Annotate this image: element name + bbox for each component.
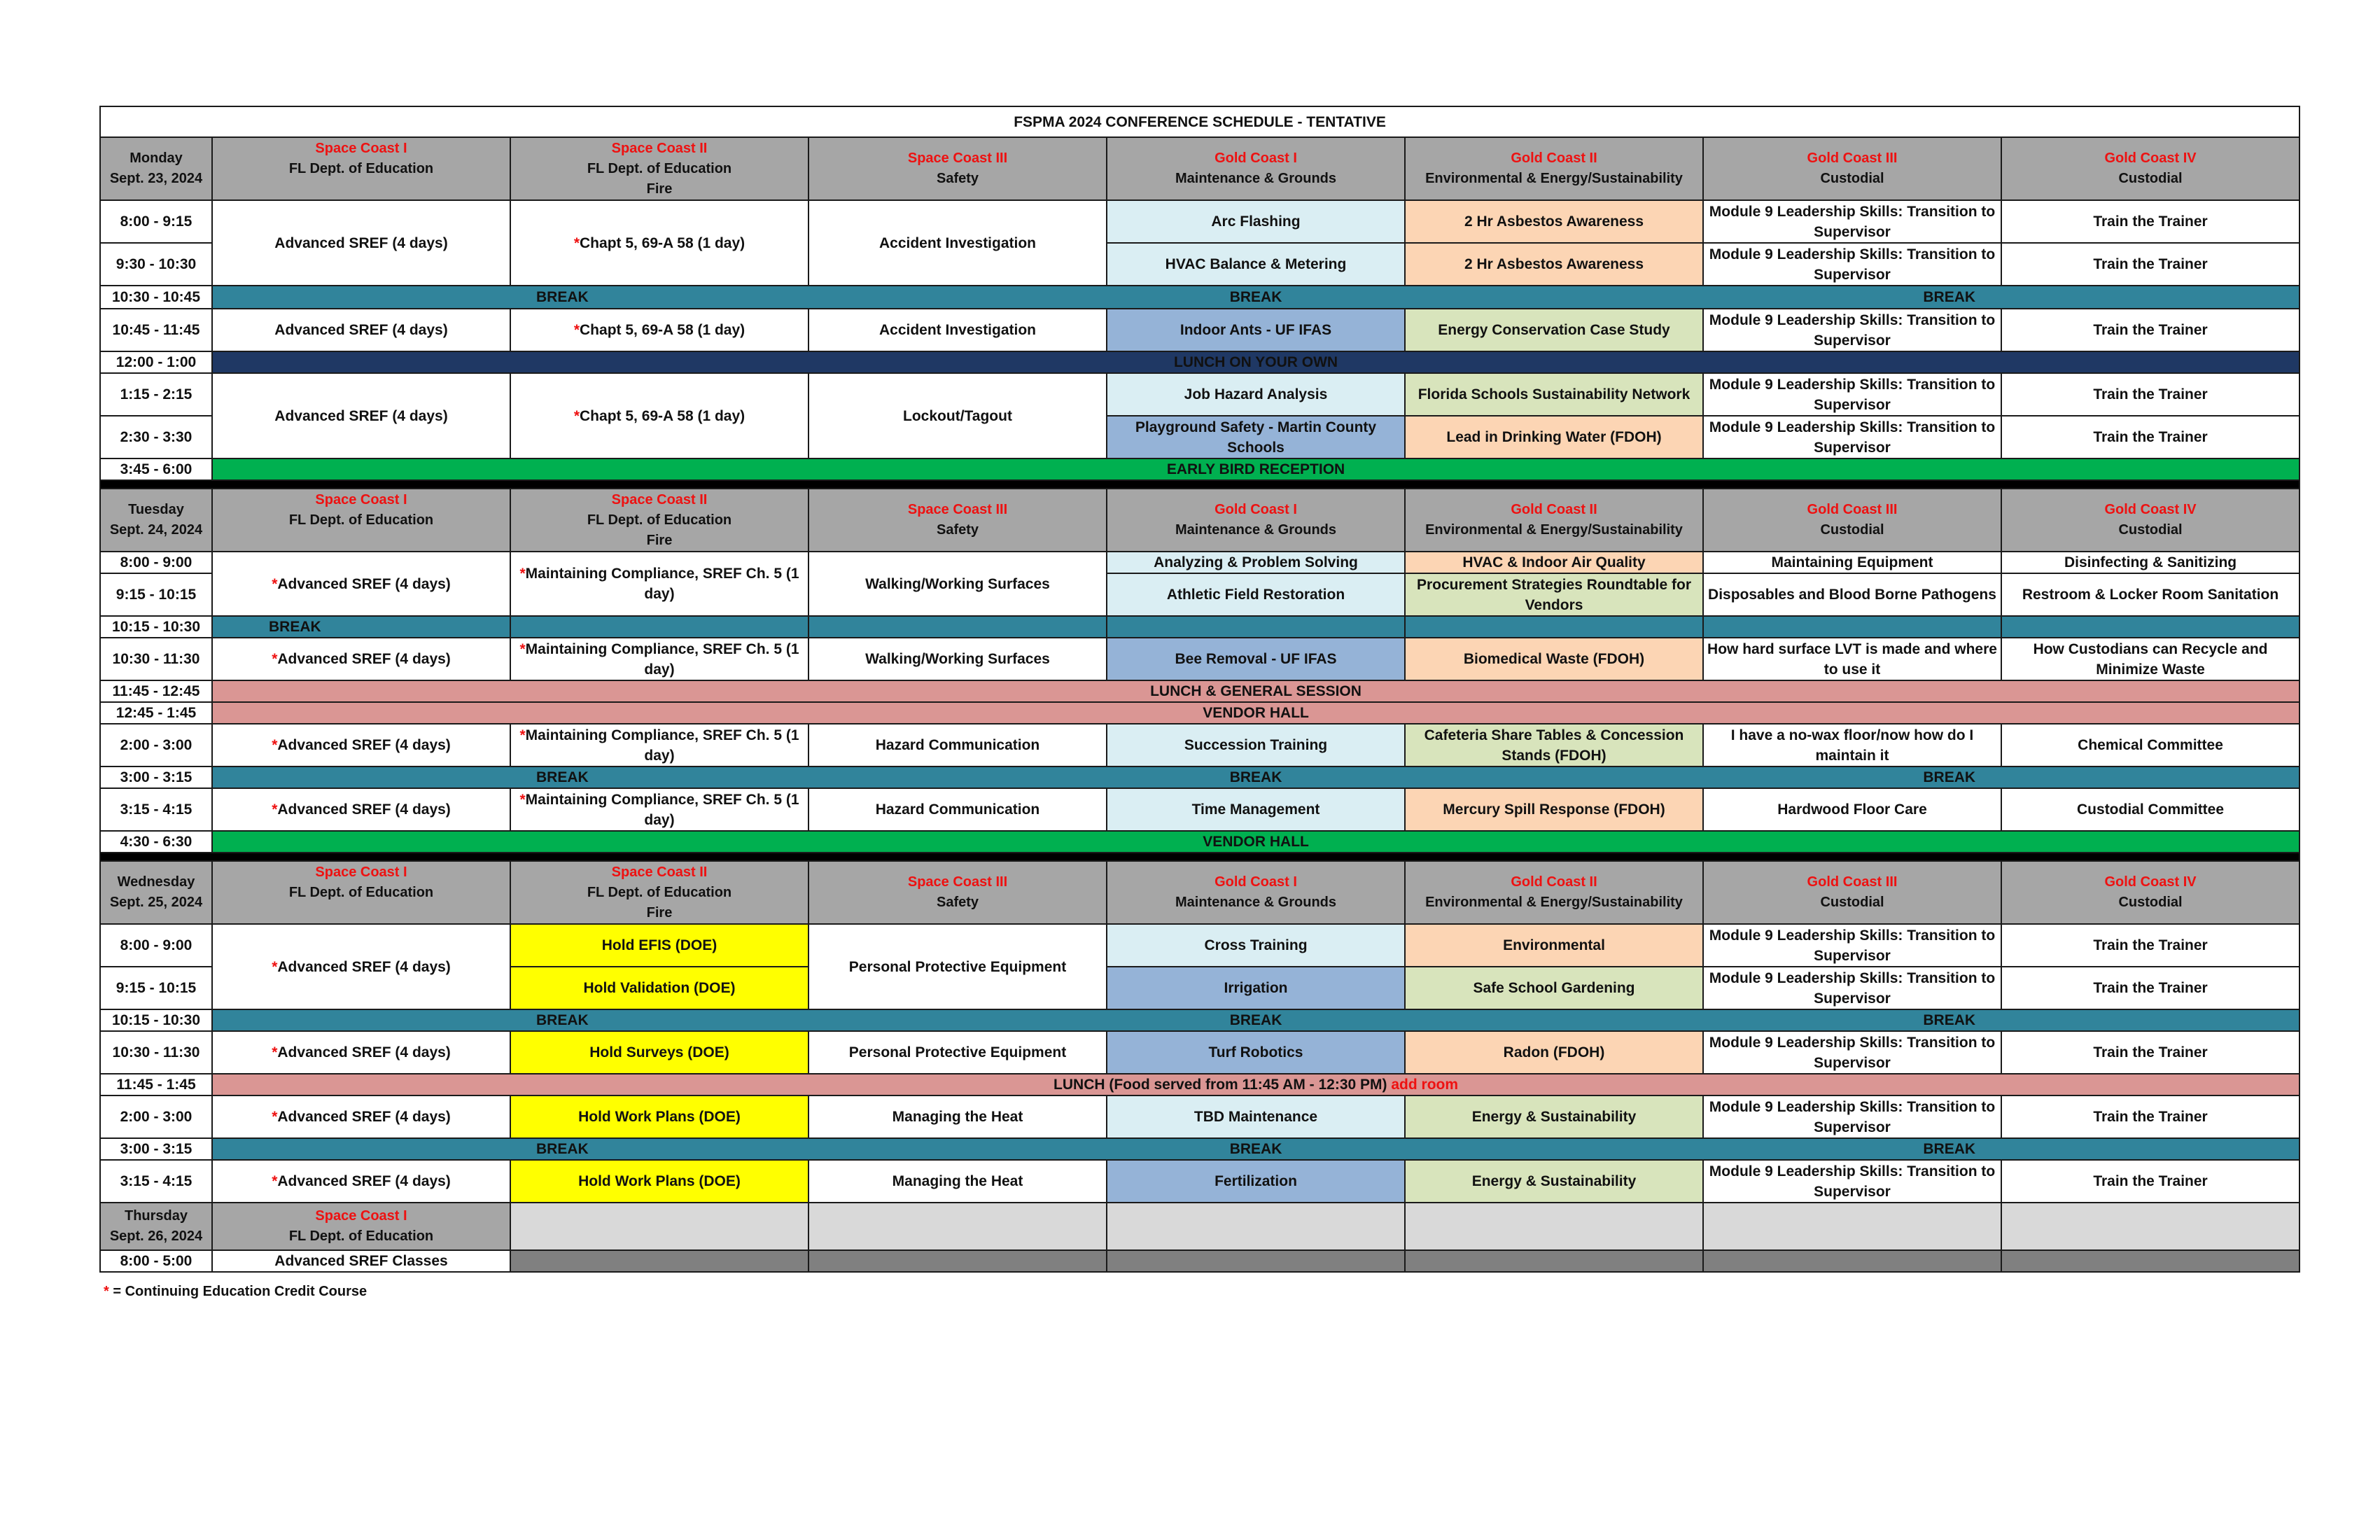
session-cell: Train the Trainer	[2001, 373, 2300, 416]
session-cell: *Advanced SREF (4 days)	[212, 1096, 510, 1138]
session-cell: *Advanced SREF (4 days)	[212, 924, 510, 1009]
table-row	[100, 724, 2300, 766]
session-cell: Hold EFIS (DOE)	[510, 924, 808, 967]
table-row	[100, 924, 2300, 967]
footnote: * = Continuing Education Credit Course	[104, 1284, 368, 1299]
session-cell: Cross Training	[1107, 924, 1405, 967]
break-row	[100, 616, 2300, 638]
table-row	[100, 373, 2300, 416]
time-cell: 11:45 - 12:45	[100, 680, 212, 702]
credit-star: *	[272, 1044, 278, 1060]
session-cell: Job Hazard Analysis	[1107, 373, 1405, 416]
session-cell: Energy Conservation Case Study	[1405, 309, 1703, 351]
room-header-gc3: Gold Coast III Custodial	[1703, 489, 2001, 552]
session-cell: Advanced SREF (4 days)	[212, 200, 510, 286]
time-cell: 10:30 - 11:30	[100, 638, 212, 680]
session-cell: Hold Work Plans (DOE)	[510, 1160, 808, 1203]
break-bar: BREAK BREAK BREAK	[212, 1138, 2300, 1160]
session-cell: Safe School Gardening	[1405, 967, 1703, 1009]
session-cell: Train the Trainer	[2001, 1160, 2300, 1203]
room-header-gc4: Gold Coast IV Custodial	[2001, 489, 2300, 552]
session-cell: Irrigation	[1107, 967, 1405, 1009]
time-cell: 3:45 - 6:00	[100, 458, 212, 480]
time-cell: 1:15 - 2:15	[100, 373, 212, 416]
room-header-gc3: Gold Coast III Custodial	[1703, 861, 2001, 924]
time-cell: 3:00 - 3:15	[100, 766, 212, 788]
time-cell: 10:15 - 10:30	[100, 616, 212, 638]
time-cell: 3:00 - 3:15	[100, 1138, 212, 1160]
room-header-gc4: Gold Coast IV Custodial	[2001, 861, 2300, 924]
credit-star: *	[573, 322, 580, 338]
time-cell: 2:00 - 3:00	[100, 1096, 212, 1138]
session-cell: Module 9 Leadership Skills: Transition to Supervisor	[1703, 309, 2001, 351]
day-label: Thursday Sept. 26, 2024	[100, 1203, 212, 1250]
session-cell: Advanced SREF (4 days)	[212, 373, 510, 458]
room-header-sc1: Space Coast I FL Dept. of Education	[212, 489, 510, 552]
time-cell: 9:15 - 10:15	[100, 573, 212, 616]
credit-star: *	[573, 234, 580, 251]
time-cell: 2:30 - 3:30	[100, 416, 212, 458]
session-cell: Train the Trainer	[2001, 924, 2300, 967]
time-cell: 8:00 - 9:00	[100, 552, 212, 573]
schedule-sheet	[99, 106, 2299, 1282]
lunch-row	[100, 1074, 2300, 1096]
early-bird-bar: EARLY BIRD RECEPTION	[212, 458, 2300, 480]
session-cell: Module 9 Leadership Skills: Transition to Supervisor	[1703, 243, 2001, 286]
session-cell: How Custodians can Recycle and Minimize Waste	[2001, 638, 2300, 680]
day-header-row	[100, 137, 2300, 200]
time-cell: 10:45 - 11:45	[100, 309, 212, 351]
session-cell: *Chapt 5, 69-A 58 (1 day)	[510, 309, 808, 351]
session-cell: Playground Safety - Martin County Schools	[1107, 416, 1405, 458]
session-cell: Personal Protective Equipment	[808, 1031, 1107, 1074]
session-cell: Advanced SREF Classes	[212, 1250, 510, 1272]
time-cell: 10:30 - 11:30	[100, 1031, 212, 1074]
add-room-note: add room	[1391, 1077, 1459, 1093]
break-bar: BREAK BREAK BREAK	[212, 766, 2300, 788]
session-cell: 2 Hr Asbestos Awareness	[1405, 200, 1703, 243]
vendor-row	[100, 831, 2300, 853]
room-header-gc2: Gold Coast II Environmental & Energy/Sustainability	[1405, 137, 1703, 200]
day-label: Monday Sept. 23, 2024	[100, 137, 212, 200]
room-header-gc1: Gold Coast I Maintenance & Grounds	[1107, 489, 1405, 552]
session-cell: Indoor Ants - UF IFAS	[1107, 309, 1405, 351]
time-cell: 11:45 - 1:45	[100, 1074, 212, 1096]
session-cell: Managing the Heat	[808, 1096, 1107, 1138]
session-cell: Lead in Drinking Water (FDOH)	[1405, 416, 1703, 458]
session-cell: *Advanced SREF (4 days)	[212, 1160, 510, 1203]
session-cell: Mercury Spill Response (FDOH)	[1405, 788, 1703, 831]
credit-star: *	[519, 640, 526, 657]
time-cell: 3:15 - 4:15	[100, 1160, 212, 1203]
room-header-sc3: Space Coast III Safety	[808, 137, 1107, 200]
session-cell: Train the Trainer	[2001, 416, 2300, 458]
session-cell: *Maintaining Compliance, SREF Ch. 5 (1 day)	[510, 638, 808, 680]
session-cell: *Advanced SREF (4 days)	[212, 724, 510, 766]
credit-star: *	[104, 1284, 109, 1299]
vendor-hall-bar: VENDOR HALL	[212, 702, 2300, 724]
time-cell: 8:00 - 5:00	[100, 1250, 212, 1272]
room-header-gc1: Gold Coast I Maintenance & Grounds	[1107, 137, 1405, 200]
session-cell: Module 9 Leadership Skills: Transition to Supervisor	[1703, 1031, 2001, 1074]
room-header-gc1: Gold Coast I Maintenance & Grounds	[1107, 861, 1405, 924]
credit-star: *	[519, 791, 526, 808]
room-header-sc2: Space Coast II FL Dept. of Education Fire	[510, 489, 808, 552]
session-cell: Train the Trainer	[2001, 243, 2300, 286]
table-row	[100, 1031, 2300, 1074]
room-header-sc2: Space Coast II FL Dept. of Education Fire	[510, 137, 808, 200]
page-title: FSPMA 2024 CONFERENCE SCHEDULE - TENTATIVE	[100, 106, 2300, 137]
session-cell: *Advanced SREF (4 days)	[212, 552, 510, 616]
session-cell: *Chapt 5, 69-A 58 (1 day)	[510, 373, 808, 458]
session-cell: *Advanced SREF (4 days)	[212, 788, 510, 831]
credit-star: *	[272, 575, 278, 592]
session-cell: Athletic Field Restoration	[1107, 573, 1405, 616]
time-cell: 3:15 - 4:15	[100, 788, 212, 831]
session-cell: Hardwood Floor Care	[1703, 788, 2001, 831]
table-row	[100, 638, 2300, 680]
session-cell: Train the Trainer	[2001, 200, 2300, 243]
time-cell: 8:00 - 9:15	[100, 200, 212, 243]
room-header-gc4: Gold Coast IV Custodial	[2001, 137, 2300, 200]
time-cell: 10:15 - 10:30	[100, 1009, 212, 1031]
day-header-row	[100, 861, 2300, 924]
room-header-sc1: Space Coast I FL Dept. of Education	[212, 137, 510, 200]
session-cell: Personal Protective Equipment	[808, 924, 1107, 1009]
session-cell: *Advanced SREF (4 days)	[212, 1031, 510, 1074]
table-row	[100, 552, 2300, 573]
credit-star: *	[272, 651, 278, 667]
session-cell: Managing the Heat	[808, 1160, 1107, 1203]
session-cell: Hold Surveys (DOE)	[510, 1031, 808, 1074]
session-cell: 2 Hr Asbestos Awareness	[1405, 243, 1703, 286]
day-header-row	[100, 1203, 2300, 1250]
session-cell: Advanced SREF (4 days)	[212, 309, 510, 351]
credit-star: *	[519, 566, 526, 582]
day-label: Wednesday Sept. 25, 2024	[100, 861, 212, 924]
session-cell: Energy & Sustainability	[1405, 1096, 1703, 1138]
lunch-bar: LUNCH & GENERAL SESSION	[212, 680, 2300, 702]
break-bar: BREAK	[212, 616, 510, 638]
day-header-row	[100, 489, 2300, 552]
session-cell: Procurement Strategies Roundtable for Vendors	[1405, 573, 1703, 616]
session-cell: Walking/Working Surfaces	[808, 552, 1107, 616]
time-cell: 2:00 - 3:00	[100, 724, 212, 766]
room-header-sc1: Space Coast I FL Dept. of Education	[212, 861, 510, 924]
session-cell: Module 9 Leadership Skills: Transition to Supervisor	[1703, 924, 2001, 967]
credit-star: *	[272, 1173, 278, 1189]
session-cell: I have a no-wax floor/now how do I maintain it	[1703, 724, 2001, 766]
lunch-bar: LUNCH ON YOUR OWN	[212, 351, 2300, 373]
room-header-sc3: Space Coast III Safety	[808, 861, 1107, 924]
session-cell: Succession Training	[1107, 724, 1405, 766]
room-header-gc2: Gold Coast II Environmental & Energy/Sustainability	[1405, 489, 1703, 552]
room-header-sc3: Space Coast III Safety	[808, 489, 1107, 552]
time-cell: 12:00 - 1:00	[100, 351, 212, 373]
vendor-hall-bar: VENDOR HALL	[212, 831, 2300, 853]
credit-star: *	[272, 958, 278, 975]
session-cell: Hold Validation (DOE)	[510, 967, 808, 1009]
session-cell: Lockout/Tagout	[808, 373, 1107, 458]
table-row	[100, 1160, 2300, 1203]
session-cell: Restroom & Locker Room Sanitation	[2001, 573, 2300, 616]
vendor-row	[100, 702, 2300, 724]
session-cell: Module 9 Leadership Skills: Transition to Supervisor	[1703, 200, 2001, 243]
session-cell: *Maintaining Compliance, SREF Ch. 5 (1 day)	[510, 788, 808, 831]
session-cell: Biomedical Waste (FDOH)	[1405, 638, 1703, 680]
time-cell: 8:00 - 9:00	[100, 924, 212, 967]
time-cell: 10:30 - 10:45	[100, 286, 212, 309]
session-cell: Module 9 Leadership Skills: Transition to Supervisor	[1703, 373, 2001, 416]
session-cell: Turf Robotics	[1107, 1031, 1405, 1074]
table-row	[100, 309, 2300, 351]
credit-star: *	[519, 727, 526, 743]
session-cell: Train the Trainer	[2001, 1031, 2300, 1074]
session-cell: Disposables and Blood Borne Pathogens	[1703, 573, 2001, 616]
time-cell: 9:30 - 10:30	[100, 243, 212, 286]
session-cell: Module 9 Leadership Skills: Transition to Supervisor	[1703, 1160, 2001, 1203]
session-cell: Arc Flashing	[1107, 200, 1405, 243]
session-cell: How hard surface LVT is made and where to use it	[1703, 638, 2001, 680]
session-cell: Hold Work Plans (DOE)	[510, 1096, 808, 1138]
credit-star: *	[272, 1109, 278, 1125]
break-row	[100, 1009, 2300, 1031]
session-cell: HVAC Balance & Metering	[1107, 243, 1405, 286]
session-cell: Radon (FDOH)	[1405, 1031, 1703, 1074]
lunch-row	[100, 351, 2300, 373]
credit-star: *	[272, 802, 278, 818]
break-bar: BREAK BREAK BREAK	[212, 1009, 2300, 1031]
table-row	[100, 1096, 2300, 1138]
session-cell: Accident Investigation	[808, 309, 1107, 351]
session-cell: Environmental	[1405, 924, 1703, 967]
table-row	[100, 200, 2300, 243]
table-row	[100, 1250, 2300, 1272]
session-cell: Custodial Committee	[2001, 788, 2300, 831]
session-cell: Fertilization	[1107, 1160, 1405, 1203]
session-cell: Energy & Sustainability	[1405, 1160, 1703, 1203]
room-header-sc1: Space Coast I FL Dept. of Education	[212, 1203, 510, 1250]
session-cell: *Chapt 5, 69-A 58 (1 day)	[510, 200, 808, 286]
break-row	[100, 1138, 2300, 1160]
table-row	[100, 788, 2300, 831]
lunch-bar: LUNCH (Food served from 11:45 AM - 12:30 PM) add room	[212, 1074, 2300, 1096]
day-separator	[100, 480, 2300, 489]
schedule-table	[99, 106, 2300, 1273]
session-cell: *Maintaining Compliance, SREF Ch. 5 (1 day)	[510, 724, 808, 766]
session-cell: Train the Trainer	[2001, 1096, 2300, 1138]
session-cell: *Maintaining Compliance, SREF Ch. 5 (1 day)	[510, 552, 808, 616]
room-header-gc2: Gold Coast II Environmental & Energy/Sustainability	[1405, 861, 1703, 924]
lunch-row	[100, 680, 2300, 702]
session-cell: HVAC & Indoor Air Quality	[1405, 552, 1703, 573]
room-header-sc2: Space Coast II FL Dept. of Education Fire	[510, 861, 808, 924]
session-cell: Disinfecting & Sanitizing	[2001, 552, 2300, 573]
time-cell: 4:30 - 6:30	[100, 831, 212, 853]
session-cell: Analyzing & Problem Solving	[1107, 552, 1405, 573]
session-cell: Cafeteria Share Tables & Concession Stands (FDOH)	[1405, 724, 1703, 766]
session-cell: Module 9 Leadership Skills: Transition to Supervisor	[1703, 416, 2001, 458]
break-row	[100, 766, 2300, 788]
session-cell: Train the Trainer	[2001, 967, 2300, 1009]
break-bar: BREAK BREAK BREAK	[212, 286, 2300, 309]
session-cell: Hazard Communication	[808, 724, 1107, 766]
reception-row	[100, 458, 2300, 480]
session-cell: *Advanced SREF (4 days)	[212, 638, 510, 680]
day-label: Tuesday Sept. 24, 2024	[100, 489, 212, 552]
time-cell: 12:45 - 1:45	[100, 702, 212, 724]
credit-star: *	[272, 737, 278, 753]
session-cell: Walking/Working Surfaces	[808, 638, 1107, 680]
break-row	[100, 286, 2300, 309]
session-cell: Maintaining Equipment	[1703, 552, 2001, 573]
room-header-gc3: Gold Coast III Custodial	[1703, 137, 2001, 200]
session-cell: Accident Investigation	[808, 200, 1107, 286]
credit-star: *	[573, 407, 580, 424]
day-separator	[100, 853, 2300, 861]
time-cell: 9:15 - 10:15	[100, 967, 212, 1009]
session-cell: Florida Schools Sustainability Network	[1405, 373, 1703, 416]
session-cell: Module 9 Leadership Skills: Transition to Supervisor	[1703, 1096, 2001, 1138]
session-cell: Chemical Committee	[2001, 724, 2300, 766]
session-cell: Module 9 Leadership Skills: Transition to Supervisor	[1703, 967, 2001, 1009]
session-cell: TBD Maintenance	[1107, 1096, 1405, 1138]
session-cell: Train the Trainer	[2001, 309, 2300, 351]
session-cell: Bee Removal - UF IFAS	[1107, 638, 1405, 680]
session-cell: Time Management	[1107, 788, 1405, 831]
session-cell: Hazard Communication	[808, 788, 1107, 831]
